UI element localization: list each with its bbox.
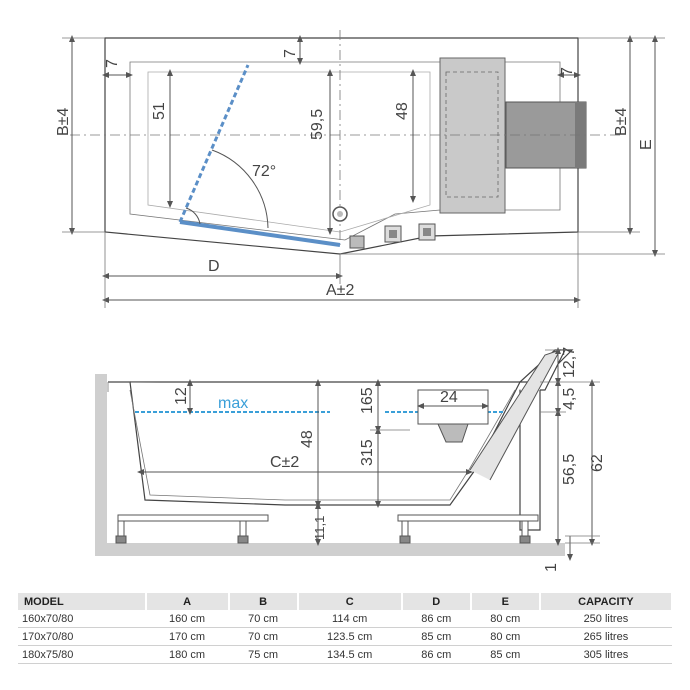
max-label: max — [218, 395, 249, 412]
cell-capacity: 305 litres — [540, 646, 672, 664]
dim-d-label: D — [208, 258, 220, 275]
cell-a: 180 cm — [146, 646, 229, 664]
dim-b-right-label: B±4 — [613, 107, 630, 136]
header-c: C — [298, 593, 402, 610]
height-51-label: 51 — [151, 102, 168, 120]
control-icon-1 — [350, 236, 364, 248]
support-legs — [116, 515, 538, 543]
header-e: E — [471, 593, 540, 610]
height-111-label: 11,1 — [312, 515, 327, 540]
cell-c: 123.5 cm — [298, 628, 402, 646]
cell-b: 70 cm — [229, 628, 298, 646]
border-right-label: 7 — [559, 67, 576, 76]
height-48-label: 48 — [394, 102, 411, 120]
height-45-label: 4,5 — [561, 387, 578, 410]
wall — [95, 374, 107, 556]
cell-e: 80 cm — [471, 628, 540, 646]
header-a: A — [146, 593, 229, 610]
cell-a: 170 cm — [146, 628, 229, 646]
cell-d: 86 cm — [402, 646, 471, 664]
header-capacity: CAPACITY — [540, 593, 672, 610]
header-model: MODEL — [18, 593, 146, 610]
height-127-label: 12,7 — [561, 346, 578, 378]
cell-d: 85 cm — [402, 628, 471, 646]
height-595-label: 59,5 — [309, 108, 326, 140]
cell-b: 75 cm — [229, 646, 298, 664]
cell-capacity: 265 litres — [540, 628, 672, 646]
depth-315-label: 315 — [359, 439, 376, 466]
cell-b: 70 cm — [229, 610, 298, 628]
cell-a: 160 cm — [146, 610, 229, 628]
c-dim-label: C±2 — [270, 454, 300, 471]
table-row — [18, 646, 672, 664]
top-view — [55, 30, 665, 308]
height-565-label: 56,5 — [561, 453, 578, 485]
cell-model: 180x75/80 — [18, 646, 146, 664]
header-b: B — [229, 593, 298, 610]
cell-capacity: 250 litres — [540, 610, 672, 628]
spec-table — [18, 593, 673, 664]
table-header-row — [18, 593, 672, 610]
cell-c: 134.5 cm — [298, 646, 402, 664]
side-view — [95, 347, 606, 572]
height-1-label: 1 — [543, 563, 560, 572]
cell-d: 86 cm — [402, 610, 471, 628]
dim-b-left-label: B±4 — [55, 107, 72, 136]
depth-48-label: 48 — [299, 430, 316, 448]
cell-c: 114 cm — [298, 610, 402, 628]
border-left-label: 7 — [104, 59, 121, 68]
dim-e-label: E — [638, 139, 655, 150]
table-row — [18, 610, 672, 628]
floor — [95, 543, 565, 556]
depth-12-label: 12 — [173, 387, 190, 405]
dim-a-label: A±2 — [326, 282, 355, 299]
cell-model: 160x70/80 — [18, 610, 146, 628]
depth-165-label: 165 — [359, 387, 376, 414]
width-24-label: 24 — [440, 389, 458, 406]
table-row — [18, 628, 672, 646]
cell-model: 170x70/80 — [18, 628, 146, 646]
height-62-label: 62 — [589, 454, 606, 472]
angle-label: 72° — [252, 163, 277, 180]
headrest-pad — [440, 58, 505, 213]
cell-e: 85 cm — [471, 646, 540, 664]
cell-e: 80 cm — [471, 610, 540, 628]
border-top-label: 7 — [282, 49, 299, 58]
header-d: D — [402, 593, 471, 610]
